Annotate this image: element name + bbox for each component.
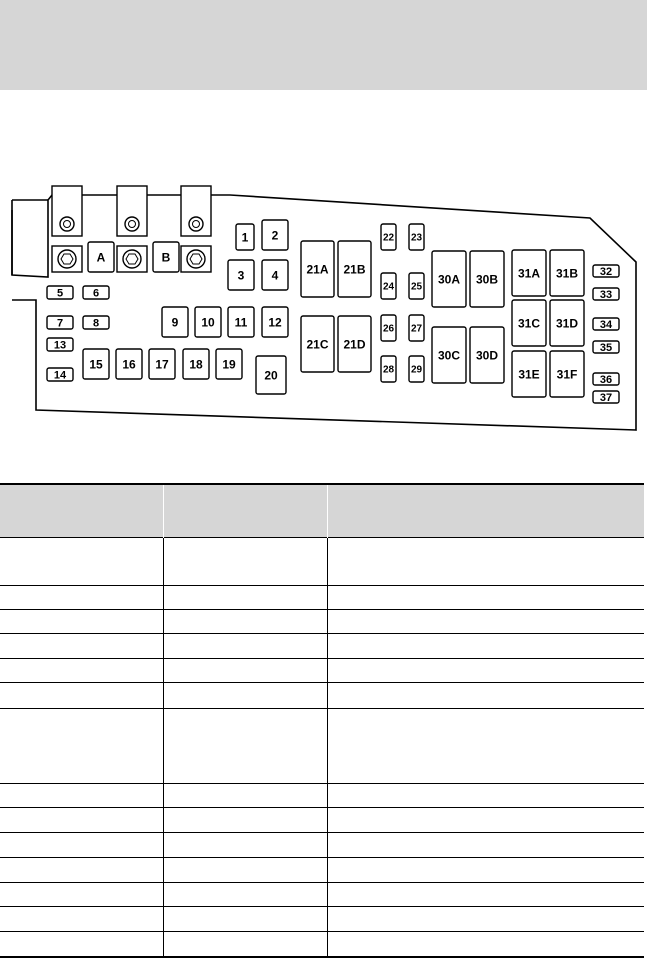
fuse-9 — [162, 307, 188, 337]
fuse-31e — [512, 351, 546, 397]
fuse-36 — [593, 373, 619, 386]
fuse-1 — [236, 224, 254, 250]
block-label: A — [96, 250, 106, 265]
fuse-box-diagram — [0, 0, 647, 480]
fuse-label: 35 — [599, 341, 613, 354]
fuse-label: 31B — [555, 266, 579, 281]
table-row — [0, 858, 644, 883]
terminal-hex-icon — [190, 254, 202, 264]
fuse-33 — [593, 288, 619, 301]
fuse-label: 16 — [122, 357, 136, 372]
fuse-label: 31D — [555, 316, 579, 331]
fuse-label: 21B — [343, 262, 366, 277]
fuse-3 — [228, 260, 254, 290]
table-cell — [328, 586, 645, 610]
fuse-21c — [301, 316, 334, 372]
table-row — [0, 586, 644, 610]
fuse-21d — [338, 316, 371, 372]
fuse-table — [0, 483, 644, 958]
fuse-label: 25 — [410, 281, 423, 293]
table-row — [0, 610, 644, 634]
fuse-31d — [550, 300, 584, 346]
table-cell — [164, 610, 328, 634]
fuse-20 — [256, 356, 286, 394]
fuse-label: 29 — [410, 364, 423, 376]
fuse-label: 3 — [237, 268, 245, 283]
fuse-29 — [409, 356, 424, 382]
terminal-post-1 — [52, 186, 82, 272]
table-cell — [0, 634, 164, 659]
fuse-label: 28 — [382, 364, 395, 376]
fuse-label: 30C — [437, 348, 461, 363]
table-cell — [164, 659, 328, 683]
table-cell — [164, 833, 328, 858]
table-header-cell — [0, 484, 164, 538]
fuse-marks — [47, 186, 619, 404]
terminal-bolt-icon — [60, 217, 74, 231]
fuse-11 — [228, 307, 254, 337]
fuse-label: 34 — [599, 318, 613, 331]
fuse-label: 22 — [382, 232, 395, 244]
fuse-label: 36 — [599, 373, 613, 386]
table-cell — [164, 858, 328, 883]
fuse-25 — [409, 273, 424, 299]
table-cell — [164, 784, 328, 808]
fuse-label: 13 — [53, 339, 67, 352]
fuse-7 — [47, 316, 73, 329]
fuse-label: 23 — [410, 232, 423, 244]
fuse-10 — [195, 307, 221, 337]
table-cell — [328, 634, 645, 659]
table-cell — [164, 538, 328, 586]
fuse-18 — [183, 349, 209, 379]
fuse-label: 32 — [599, 265, 613, 278]
table-cell — [0, 538, 164, 586]
table-cell — [328, 907, 645, 932]
fuse-label: 30D — [475, 348, 499, 363]
fuse-30d — [470, 327, 504, 383]
table-cell — [328, 883, 645, 907]
fuse-label: 33 — [599, 288, 613, 301]
fuse-37 — [593, 391, 619, 404]
table-cell — [164, 634, 328, 659]
table-cell — [164, 883, 328, 907]
fuse-label: 31F — [556, 367, 578, 382]
fuse-label: 37 — [599, 391, 613, 404]
fuse-label: 4 — [271, 268, 279, 283]
table-cell — [164, 932, 328, 957]
fuse-34 — [593, 318, 619, 331]
table-header-cell — [164, 484, 328, 538]
table-cell — [0, 833, 164, 858]
fuse-24 — [381, 273, 396, 299]
table-cell — [0, 784, 164, 808]
table-cell — [0, 659, 164, 683]
fuse-21b — [338, 241, 371, 297]
fuse-30b — [470, 251, 504, 307]
fuse-label: 26 — [382, 323, 395, 335]
table-row — [0, 538, 644, 586]
block-a — [88, 242, 114, 272]
fuse-label: 30A — [437, 272, 461, 287]
fuse-label: 31A — [517, 266, 541, 281]
fuse-label: 21A — [306, 262, 329, 277]
fuse-32 — [593, 265, 619, 278]
terminal-hex-icon — [61, 254, 73, 264]
fuse-label: 21D — [343, 337, 366, 352]
table-row — [0, 683, 644, 709]
fuse-label: 30B — [475, 272, 499, 287]
table-cell — [164, 907, 328, 932]
table-row — [0, 907, 644, 932]
terminal-bolt-icon — [125, 217, 139, 231]
table-cell — [164, 586, 328, 610]
fuse-label: 9 — [171, 315, 179, 330]
table-cell — [328, 784, 645, 808]
fuse-label: 5 — [56, 287, 64, 300]
table-cell — [328, 538, 645, 586]
fuse-31c — [512, 300, 546, 346]
fuse-31f — [550, 351, 584, 397]
table-cell — [328, 858, 645, 883]
fuse-label: 2 — [271, 228, 279, 243]
fuse-31a — [512, 250, 546, 296]
fuse-label: 27 — [410, 323, 423, 335]
fuse-4 — [262, 260, 288, 290]
fuse-label: 10 — [201, 315, 215, 330]
fuse-8 — [83, 316, 109, 329]
box-edge — [12, 200, 48, 275]
fuse-label: 31C — [517, 316, 541, 331]
table-row — [0, 808, 644, 833]
fuse-table-container — [0, 483, 647, 958]
fuse-label: 14 — [53, 369, 67, 382]
fuse-label: 31E — [518, 367, 540, 382]
table-cell — [0, 586, 164, 610]
fuse-label: 6 — [92, 287, 100, 300]
table-cell — [164, 709, 328, 784]
table-cell — [328, 808, 645, 833]
table-cell — [0, 907, 164, 932]
fuse-23 — [409, 224, 424, 250]
table-row — [0, 784, 644, 808]
table-row — [0, 833, 644, 858]
table-cell — [0, 808, 164, 833]
terminal-post-3 — [181, 186, 211, 272]
terminal-hex-icon — [126, 254, 138, 264]
fuse-5 — [47, 286, 73, 299]
block-label: B — [161, 250, 171, 265]
fuse-14 — [47, 368, 73, 381]
table-row — [0, 709, 644, 784]
fuse-label: 8 — [92, 317, 100, 330]
fuse-13 — [47, 338, 73, 351]
table-header-row — [0, 484, 644, 538]
fuse-label: 11 — [234, 315, 248, 330]
fuse-label: 21C — [306, 337, 329, 352]
fuse-19 — [216, 349, 242, 379]
fuse-label: 24 — [382, 281, 395, 293]
table-cell — [328, 833, 645, 858]
fuse-12 — [262, 307, 288, 337]
fuse-31b — [550, 250, 584, 296]
fuse-30a — [432, 251, 466, 307]
fuse-label: 15 — [89, 357, 103, 372]
terminal-post-2 — [117, 186, 147, 272]
table-row — [0, 659, 644, 683]
fuse-35 — [593, 341, 619, 354]
fuse-label: 1 — [241, 230, 249, 245]
table-cell — [328, 610, 645, 634]
table-cell — [0, 683, 164, 709]
table-cell — [328, 659, 645, 683]
table-cell — [328, 683, 645, 709]
table-cell — [328, 709, 645, 784]
fuse-30c — [432, 327, 466, 383]
table-cell — [0, 883, 164, 907]
table-row — [0, 932, 644, 957]
table-cell — [0, 709, 164, 784]
table-row — [0, 883, 644, 907]
fuse-16 — [116, 349, 142, 379]
fuse-label: 20 — [264, 368, 278, 383]
fuse-26 — [381, 315, 396, 341]
fuse-15 — [83, 349, 109, 379]
block-b — [153, 242, 179, 272]
fuse-22 — [381, 224, 396, 250]
fuse-2 — [262, 220, 288, 250]
terminal-bolt-icon — [189, 217, 203, 231]
table-cell — [328, 932, 645, 957]
fuse-21a — [301, 241, 334, 297]
table-cell — [0, 610, 164, 634]
fuse-6 — [83, 286, 109, 299]
fuse-27 — [409, 315, 424, 341]
fuse-label: 12 — [268, 315, 282, 330]
fuse-17 — [149, 349, 175, 379]
fuse-label: 7 — [56, 317, 64, 330]
fuse-label: 19 — [222, 357, 236, 372]
table-cell — [0, 858, 164, 883]
fuse-28 — [381, 356, 396, 382]
fuse-label: 17 — [155, 357, 169, 372]
table-row — [0, 634, 644, 659]
table-header-cell — [328, 484, 645, 538]
fuse-label: 18 — [189, 357, 203, 372]
table-cell — [0, 932, 164, 957]
table-cell — [164, 683, 328, 709]
table-cell — [164, 808, 328, 833]
